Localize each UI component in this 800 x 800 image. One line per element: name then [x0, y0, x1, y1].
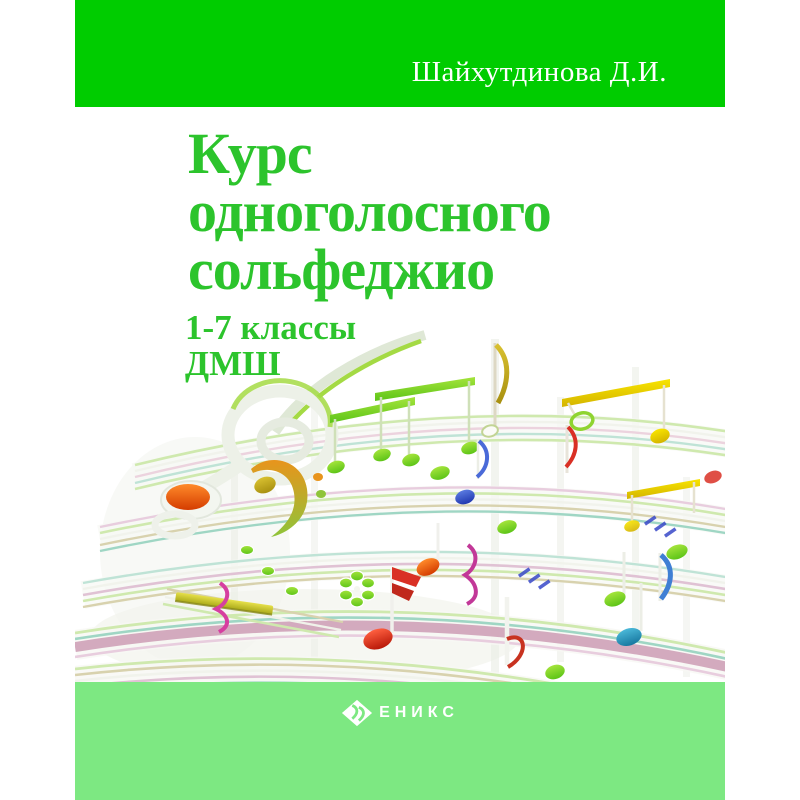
- publisher-wordmark: ЕНИКС: [379, 704, 459, 721]
- subtitle-line: 1-7 классы: [185, 308, 357, 347]
- feniks-diamond-flame-icon: [341, 698, 373, 728]
- author-name: Шайхутдинова Д.И.: [411, 56, 667, 88]
- cover-body: [75, 107, 725, 682]
- staff-ribbon: [75, 659, 725, 682]
- title-line: Курс: [188, 121, 312, 186]
- book-subtitle: [185, 310, 356, 382]
- subtitle-line: ДМШ: [185, 344, 281, 383]
- music-staves-illustration: [75, 327, 725, 682]
- publisher-logo: [341, 698, 459, 728]
- title-line: одноголосного: [188, 179, 551, 244]
- red-flag-note: [566, 425, 576, 473]
- title-line: сольфеджио: [188, 237, 495, 302]
- publisher-band: [75, 682, 725, 800]
- book-cover: [75, 0, 725, 800]
- author-band: [75, 0, 725, 107]
- book-title: [188, 121, 551, 302]
